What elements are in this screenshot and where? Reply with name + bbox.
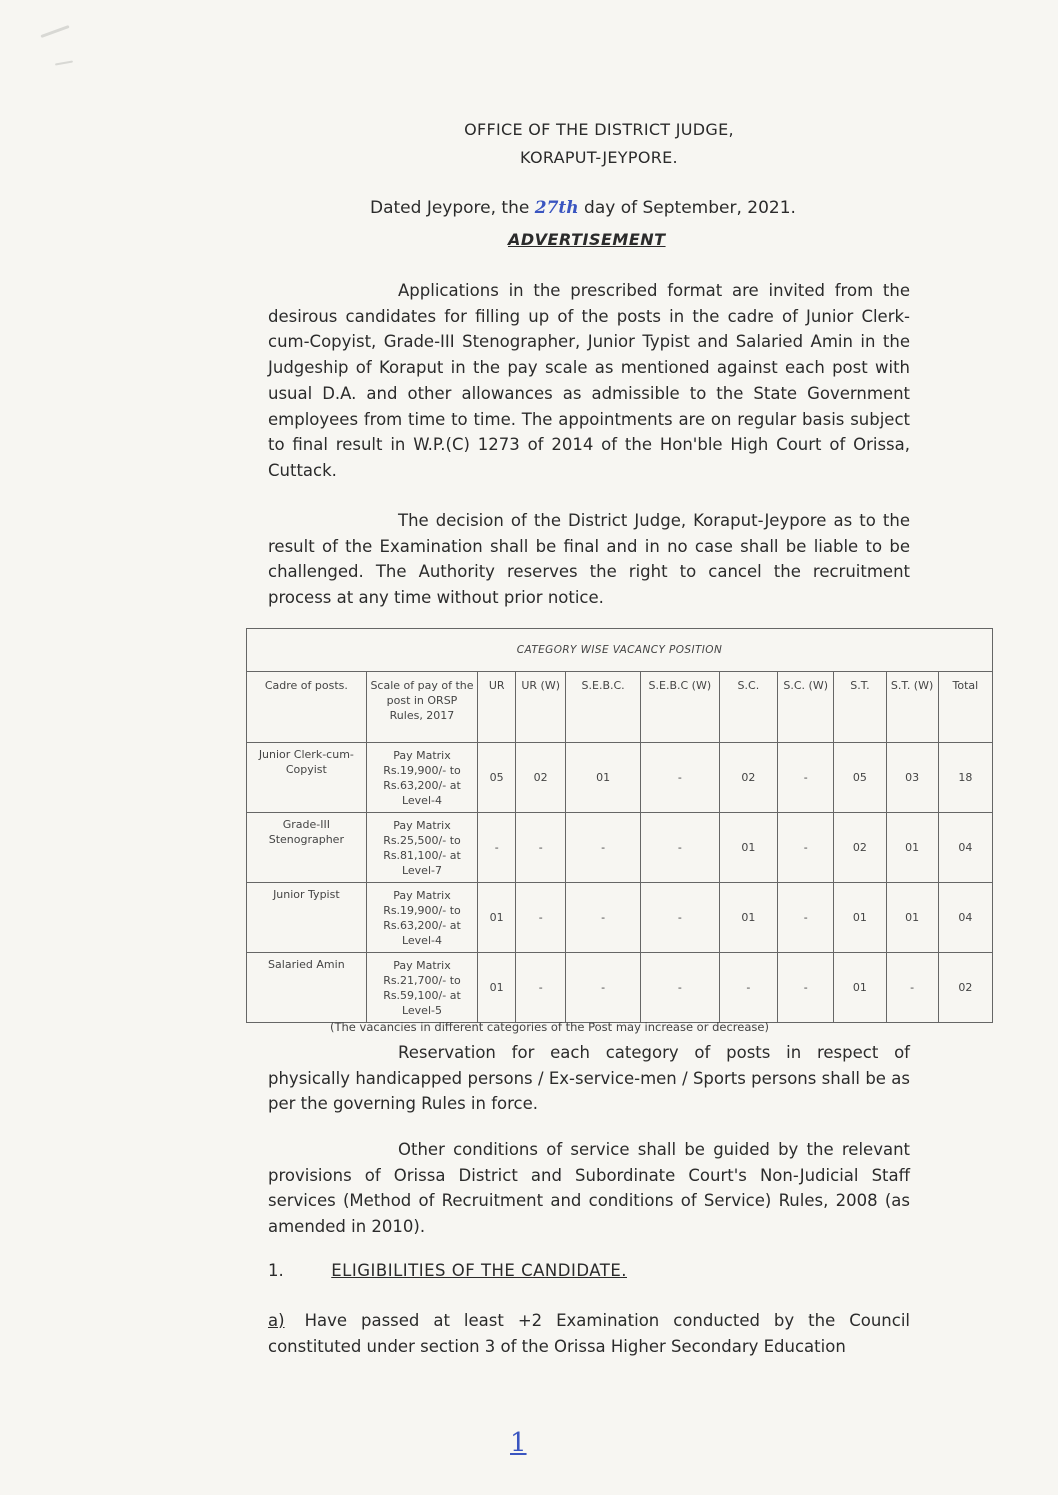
- vacancy-count-cell: 01: [478, 883, 516, 953]
- vacancy-count-cell: 04: [938, 883, 992, 953]
- vacancy-count-cell: 01: [478, 953, 516, 1023]
- vacancy-count-cell: 01: [566, 743, 641, 813]
- cadre-cell: Grade-III Stenographer: [247, 813, 367, 883]
- vacancy-count-cell: 02: [834, 813, 886, 883]
- vacancy-count-cell: -: [778, 953, 834, 1023]
- paragraph-invitation: Applications in the prescribed format are invited from the desirous candidates for filling up of the posts in the cadre of Junior Clerk-cum-Copyist, Grade-III Stenographer, Junior Typist and Salaried Amin in the Judgeship of Koraput in the pay scale as mentioned against each post with usual D.A. and other allowances as admissible to the State Government employees from time to time. The appointments are on regular basis subject to final result in W.P.(C) 1273 of 2014 of the Hon'ble High Court of Orissa, Cuttack.: [268, 281, 910, 480]
- vacancy-count-cell: 05: [478, 743, 516, 813]
- vacancy-count-cell: 01: [719, 883, 777, 953]
- cadre-cell: Junior Typist: [247, 883, 367, 953]
- date-prefix: Dated Jeypore, the: [370, 198, 530, 218]
- vacancy-count-cell: -: [640, 743, 719, 813]
- vacancy-count-cell: -: [778, 743, 834, 813]
- vacancy-count-cell: 01: [834, 883, 886, 953]
- paragraph-reservation: Reservation for each category of posts in respect of physically handicapped persons / Ex-service-men / Sports persons shall be as per the governing Rules in force.: [268, 1043, 910, 1114]
- cadre-cell: Salaried Amin: [247, 953, 367, 1023]
- vacancy-count-cell: 03: [886, 743, 938, 813]
- paragraph-conditions: Other conditions of service shall be guided by the relevant provisions of Orissa District and Subordinate Court's Non-Judicial Staff services (Method of Recruitment and conditions of Service) Rules, 2008 (as amended in 2010).: [268, 1140, 910, 1237]
- advertisement-title: ADVERTISEMENT: [508, 230, 666, 249]
- vacancy-table-header-row: [247, 672, 993, 743]
- vacancy-count-cell: 02: [516, 743, 566, 813]
- header-cell: S.T.: [834, 672, 886, 743]
- vacancy-count-cell: 01: [719, 813, 777, 883]
- section-number: 1.: [268, 1261, 284, 1280]
- vacancy-note: (The vacancies in different categories of the Post may increase or decrease): [330, 1020, 769, 1034]
- vacancy-count-cell: -: [778, 883, 834, 953]
- vacancy-table-row: [247, 953, 993, 1023]
- date-line: [370, 198, 796, 218]
- pay-scale-cell: Pay Matrix Rs.19,900/- to Rs.63,200/- at Level-4: [366, 883, 478, 953]
- vacancy-count-cell: -: [566, 953, 641, 1023]
- header-cell: S.C. (W): [778, 672, 834, 743]
- page-number-handwritten: 1: [510, 1428, 527, 1458]
- vacancy-count-cell: -: [886, 953, 938, 1023]
- paragraph-decision: The decision of the District Judge, Koraput-Jeypore as to the result of the Examination shall be final and in no case shall be liable to be challenged. The Authority reserves the right to cancel the recruitment process at any time without prior notice.: [268, 511, 910, 608]
- vacancy-count-cell: -: [478, 813, 516, 883]
- vacancy-count-cell: 01: [886, 813, 938, 883]
- scan-mark: [40, 25, 69, 38]
- pay-scale-cell: Pay Matrix Rs.21,700/- to Rs.59,100/- at Level-5: [366, 953, 478, 1023]
- vacancy-table-caption: CATEGORY WISE VACANCY POSITION: [247, 629, 993, 672]
- vacancy-table-row: [247, 743, 993, 813]
- section-heading: [268, 1261, 627, 1280]
- vacancy-count-cell: 01: [886, 883, 938, 953]
- vacancy-count-cell: -: [719, 953, 777, 1023]
- vacancy-table-row: [247, 813, 993, 883]
- vacancy-count-cell: -: [640, 953, 719, 1023]
- header-cell: Total: [938, 672, 992, 743]
- vacancy-count-cell: 05: [834, 743, 886, 813]
- date-day-handwritten: 27th: [534, 198, 579, 218]
- vacancy-count-cell: -: [516, 813, 566, 883]
- header-cell: S.T. (W): [886, 672, 938, 743]
- vacancy-count-cell: 01: [834, 953, 886, 1023]
- header-cell: UR (W): [516, 672, 566, 743]
- clause-text: Have passed at least +2 Examination conducted by the Council constituted under section 3 of the Orissa Higher Secondary Education: [268, 1311, 910, 1356]
- vacancy-count-cell: -: [566, 883, 641, 953]
- header-cell: S.E.B.C.: [566, 672, 641, 743]
- vacancy-table-row: [247, 883, 993, 953]
- paragraph-eligibility-a: [268, 1308, 910, 1359]
- scan-mark: [55, 60, 73, 65]
- vacancy-count-cell: 02: [938, 953, 992, 1023]
- office-place: KORAPUT-JEYPORE.: [520, 148, 678, 167]
- vacancy-count-cell: -: [778, 813, 834, 883]
- section-title: ELIGIBILITIES OF THE CANDIDATE.: [331, 1261, 627, 1280]
- vacancy-count-cell: -: [516, 953, 566, 1023]
- pay-scale-cell: Pay Matrix Rs.25,500/- to Rs.81,100/- at Level-7: [366, 813, 478, 883]
- vacancy-count-cell: -: [566, 813, 641, 883]
- date-suffix: day of September, 2021.: [584, 198, 796, 218]
- header-cell: Scale of pay of the post in ORSP Rules, 2017: [366, 672, 478, 743]
- clause-label: a): [268, 1311, 285, 1330]
- pay-scale-cell: Pay Matrix Rs.19,900/- to Rs.63,200/- at Level-4: [366, 743, 478, 813]
- vacancy-count-cell: -: [516, 883, 566, 953]
- vacancy-count-cell: 04: [938, 813, 992, 883]
- vacancy-count-cell: -: [640, 813, 719, 883]
- vacancy-count-cell: 18: [938, 743, 992, 813]
- vacancy-count-cell: -: [640, 883, 719, 953]
- office-heading: OFFICE OF THE DISTRICT JUDGE,: [464, 120, 734, 139]
- header-cell: Cadre of posts.: [247, 672, 367, 743]
- cadre-cell: Junior Clerk-cum- Copyist: [247, 743, 367, 813]
- header-cell: S.C.: [719, 672, 777, 743]
- vacancy-table: [246, 628, 993, 1023]
- vacancy-count-cell: 02: [719, 743, 777, 813]
- header-cell: UR: [478, 672, 516, 743]
- header-cell: S.E.B.C (W): [640, 672, 719, 743]
